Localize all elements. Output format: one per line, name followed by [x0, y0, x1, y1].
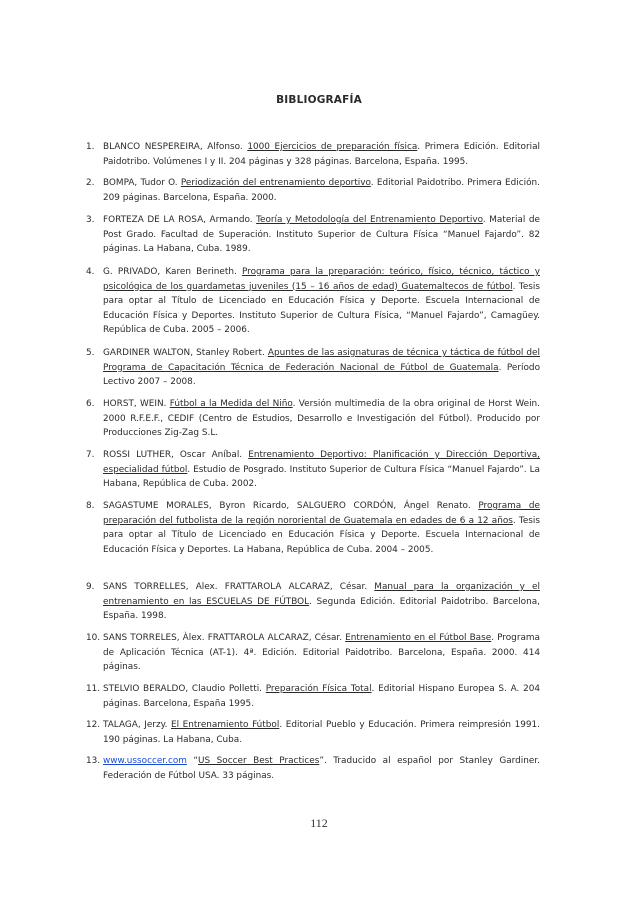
- reference-details: . Editorial Paidotribo. Primera Edición. 209 páginas. Barcelona, España. 2000.: [103, 178, 540, 203]
- reference-item: [86, 580, 540, 624]
- reference-item: [86, 140, 540, 169]
- reference-text: [103, 213, 540, 257]
- reference-text: [103, 754, 540, 783]
- reference-number: 1.: [86, 142, 95, 152]
- reference-title: Periodización del entrenamiento deportivo: [180, 178, 371, 188]
- quote-open: “: [186, 756, 199, 766]
- reference-author: SANS TORRELLES, Alex. FRATTAROLA ALCARAZ, César.: [103, 582, 375, 592]
- reference-item: [86, 682, 541, 711]
- reference-title: Programa para la preparación: teórico, físico, técnico, táctico y psicológica de los guardametas juveniles (15 – 16 años de edad) Guatemaltecos de fútbol: [103, 267, 540, 292]
- reference-author: TALAGA, Jerzy.: [103, 720, 172, 730]
- reference-number: 13.: [86, 756, 101, 766]
- reference-details: ”. Traducido al español por Stanley Gardiner. Federación de Fútbol USA. 33 páginas.: [103, 756, 541, 781]
- reference-author: ROSSI LUTHER, Oscar Aníbal.: [103, 450, 249, 460]
- reference-number: 11.: [86, 684, 101, 694]
- reference-text: [103, 397, 540, 441]
- reference-item: [86, 176, 540, 205]
- reference-number: 12.: [86, 720, 101, 730]
- reference-item: [86, 718, 541, 747]
- reference-title: Programa de preparación del futbolista de la región nororiental de Guatemala en edades de 6 a 12 años: [103, 501, 540, 526]
- reference-author: BLANCO NESPEREIRA, Alfonso.: [103, 142, 248, 152]
- reference-number: 10.: [86, 633, 101, 643]
- reference-text: [103, 718, 540, 747]
- website-link[interactable]: www.ussoccer.com: [103, 756, 187, 766]
- reference-number: 6.: [86, 399, 95, 409]
- reference-author: STELVIO BERALDO, Claudio Polletti.: [103, 684, 266, 694]
- reference-item: [86, 631, 540, 675]
- reference-title: Preparación Física Total: [265, 684, 372, 694]
- reference-text: [103, 176, 540, 205]
- reference-item: [86, 265, 541, 338]
- reference-text: [103, 682, 540, 711]
- page-number: 112: [310, 816, 328, 830]
- reference-author: SANS TORRELES, Àlex. FRATTAROLA ALCARAZ, César.: [103, 633, 346, 643]
- reference-text: [103, 346, 540, 390]
- reference-details: . Período Lectivo 2007 – 2008.: [103, 362, 540, 388]
- reference-number: 3.: [86, 215, 95, 225]
- reference-details: . Estudio de Posgrado. Instituto Superior de Cultura Física “Manuel Fajardo”. La Habana, República de Cuba. 2002.: [103, 464, 540, 490]
- reference-details: . Tesis para optar al Título de Licenciado en Educación Física y Deporte. Escuela Internacional de Educación Física y Deportes. Instituto Superior de Cultura Física, “Manuel Fajardo”, Camagüey. República de Cuba. 2005 – 2006.: [103, 281, 541, 336]
- reference-details: . Material de Post Grado. Facultad de Superación. Instituto Superior de Cultura Física “Manuel Fajardo”. 82 páginas. La Habana, Cuba. 1989.: [103, 215, 540, 255]
- reference-number: 9.: [86, 582, 95, 592]
- reference-title: El Entrenamiento Fútbol: [171, 720, 280, 730]
- reference-title: Apuntes de las asignaturas de técnica y táctica de fútbol del Programa de Capacitación Técnica de Federación Nacional de Fútbol de Guatemala: [103, 348, 540, 373]
- reference-text: [103, 265, 540, 338]
- reference-number: 8.: [86, 501, 95, 511]
- reference-item: [86, 213, 540, 257]
- reference-number: 7.: [86, 450, 95, 460]
- reference-author: BOMPA, Tudor O.: [103, 178, 181, 188]
- reference-item: [86, 448, 540, 492]
- reference-title: Entrenamiento en el Fútbol Base: [345, 633, 492, 643]
- reference-details: . Segunda Edición. Editorial Paidotribo. Barcelona, España. 1998.: [103, 596, 540, 622]
- reference-title: Manual para la organización y el entrenamiento en las ESCUELAS DE FÚTBOL: [103, 582, 540, 607]
- reference-author: FORTEZA DE LA ROSA, Armando.: [103, 215, 257, 225]
- reference-text: [103, 448, 540, 492]
- reference-details: . Tesis para optar al Título de Licenciado en Educación Física y Deporte. Escuela Internacional de Educación Física y Deportes. La Habana, República de Cuba. 2004 – 2005.: [103, 515, 540, 555]
- reference-details: . Editorial Pueblo y Educación. Primera reimpresión 1991. 190 páginas. La Habana, Cuba.: [103, 720, 541, 745]
- reference-item: [86, 397, 540, 441]
- reference-details: . Editorial Hispano Europea S. A. 204 páginas. Barcelona, España 1995.: [103, 684, 541, 709]
- reference-text: [103, 140, 540, 169]
- reference-number: 5.: [86, 348, 95, 358]
- reference-title: Fútbol a la Medida del Niño: [169, 399, 293, 409]
- reference-text: [103, 580, 540, 624]
- reference-item: [86, 499, 540, 557]
- reference-author: G. PRIVADO, Karen Berineth.: [103, 267, 242, 277]
- reference-text: [103, 631, 540, 675]
- reference-number: 4.: [86, 267, 95, 277]
- reference-title: Entrenamiento Deportivo: Planificación y Dirección Deportiva, especialidad fútbol: [103, 450, 540, 475]
- reference-title: 1000 Ejercicios de preparación física: [247, 142, 418, 152]
- reference-item: [86, 754, 541, 783]
- reference-author: SAGASTUME MORALES, Byron Ricardo, SALGUERO CORDÓN, Ángel Renato.: [103, 501, 479, 511]
- reference-text: [103, 499, 540, 557]
- reference-title: Teoría y Metodología del Entrenamiento Deportivo: [256, 215, 483, 225]
- reference-title: US Soccer Best Practices: [198, 756, 320, 766]
- reference-author: GARDINER WALTON, Stanley Robert.: [103, 348, 268, 358]
- reference-details: . Programa de Aplicación Técnica (AT-1). 4ª. Edición. Editorial Paidotribo. Barcelona, España. 2000. 414 páginas.: [103, 633, 540, 673]
- reference-item: [86, 346, 540, 390]
- reference-details: . Primera Edición. Editorial Paidotribo. Volúmenes I y II. 204 páginas y 328 páginas. Barcelona, España. 1995.: [103, 142, 540, 167]
- reference-number: 2.: [86, 178, 95, 188]
- reference-author: HORST, WEIN.: [103, 399, 170, 409]
- reference-details: . Versión multimedia de la obra original de Horst Wein. 2000 R.F.E.F., CEDIF (Centro de Estudios, Desarrollo e Investigación del Fútbol). Producido por Producciones Zig-Zag S.L.: [103, 399, 540, 439]
- bibliography-title: BIBLIOGRAFÍA: [276, 94, 362, 106]
